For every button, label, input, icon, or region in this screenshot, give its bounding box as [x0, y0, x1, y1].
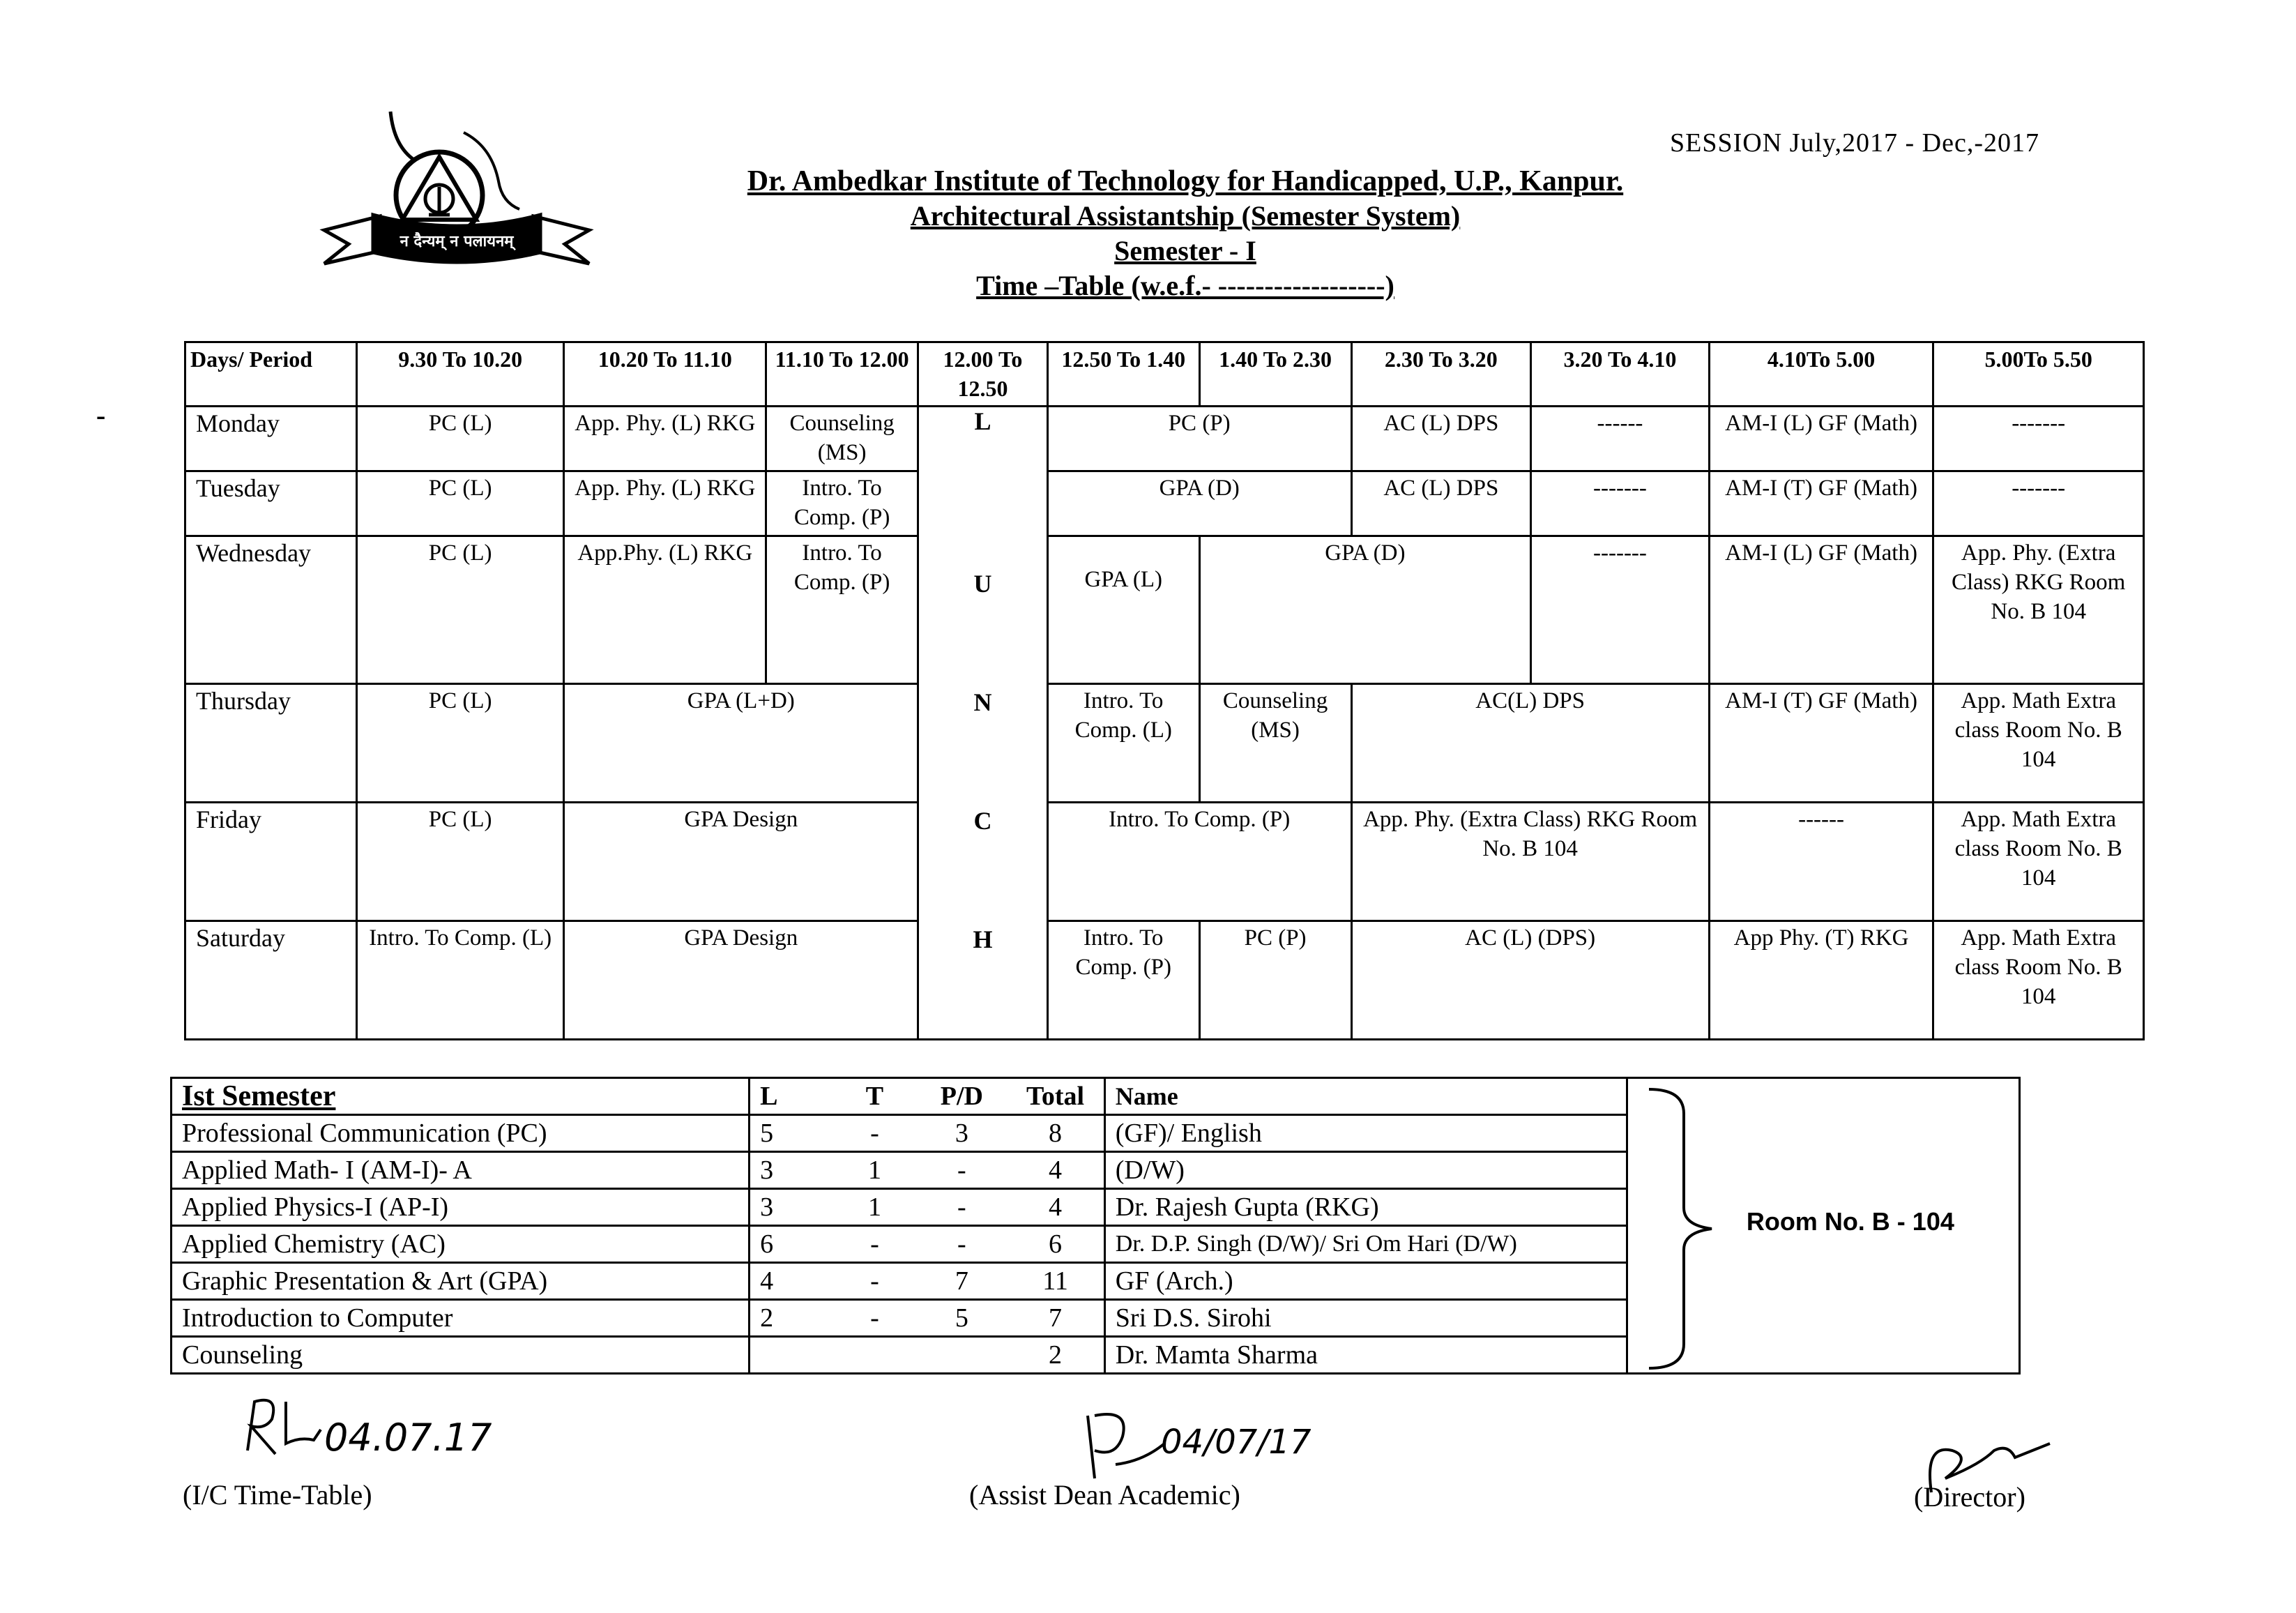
class-cell: GPA (L+D) — [564, 684, 918, 803]
subject-name: Applied Math- I (AM-I)- A — [172, 1152, 750, 1189]
saturday-row — [185, 921, 2144, 1040]
subject-t: - — [833, 1300, 917, 1337]
teacher-name: Dr. Mamta Sharma — [1104, 1337, 1627, 1374]
timetable-grid — [184, 341, 2145, 1040]
lunch-letter: L — [974, 407, 991, 435]
lunch-cell — [918, 407, 1048, 1040]
class-cell: GPA (D) — [1047, 471, 1351, 536]
subject-total: 7 — [1007, 1300, 1104, 1337]
header-cell: 11.10 To 12.00 — [766, 342, 918, 407]
teacher-name: Sri D.S. Sirohi — [1104, 1300, 1627, 1337]
class-cell: App. Math Extra class Room No. B 104 — [1933, 921, 2144, 1040]
class-cell: Counseling (MS) — [766, 407, 918, 471]
ic-timetable-label: (I/C Time-Table) — [183, 1479, 372, 1510]
lunch-letter: H — [973, 925, 993, 953]
class-cell: ------ — [1709, 803, 1933, 921]
room-cell — [1627, 1078, 2019, 1374]
class-cell: App. Phy. (L) RKG — [564, 471, 766, 536]
subject-pd: 3 — [916, 1115, 1007, 1152]
right-brace-icon — [1642, 1086, 1726, 1372]
subject-total: 6 — [1007, 1226, 1104, 1263]
class-cell: AC(L) DPS — [1351, 684, 1709, 803]
timetable-title: Time –Table (w.e.f.- ------------------) — [976, 270, 1394, 301]
institute-logo — [317, 105, 596, 286]
class-cell: PC (P) — [1047, 407, 1351, 471]
class-cell: ------- — [1933, 471, 2144, 536]
class-cell: AC (L) DPS — [1351, 407, 1531, 471]
header-cell: 3.20 To 4.10 — [1531, 342, 1710, 407]
subject-total: 2 — [1007, 1337, 1104, 1374]
class-cell: App. Math Extra class Room No. B 104 — [1933, 803, 2144, 921]
subject-name: Applied Physics-I (AP-I) — [172, 1189, 750, 1226]
subject-name: Applied Chemistry (AC) — [172, 1226, 750, 1263]
subject-l: 6 — [750, 1226, 833, 1263]
header-cell: Days/ Period — [185, 342, 357, 407]
class-cell: AM-I (T) GF (Math) — [1709, 471, 1933, 536]
class-cell: AC (L) DPS — [1351, 471, 1531, 536]
t-header: T — [833, 1078, 917, 1115]
class-cell: ------- — [1531, 536, 1710, 684]
day-cell: Saturday — [185, 921, 357, 1040]
class-cell: App. Phy. (Extra Class) RKG Room No. B 104 — [1351, 803, 1709, 921]
class-cell: PC (P) — [1199, 921, 1351, 1040]
class-cell: GPA Design — [564, 803, 918, 921]
class-cell: App. Phy. (L) RKG — [564, 407, 766, 471]
course-title: Architectural Assistantship (Semester System) — [910, 200, 1461, 232]
subject-l: 4 — [750, 1263, 833, 1300]
monday-row — [185, 407, 2144, 471]
day-cell: Wednesday — [185, 536, 357, 684]
room-label: Room No. B - 104 — [1746, 1207, 1954, 1236]
timetable-header-row — [185, 342, 2144, 407]
subject-name: Professional Communication (PC) — [172, 1115, 750, 1152]
header-cell: 5.00To 5.50 — [1933, 342, 2144, 407]
class-cell: GPA (D) — [1199, 536, 1531, 684]
subject-total: 8 — [1007, 1115, 1104, 1152]
class-cell: ------ — [1531, 407, 1710, 471]
class-cell: PC (L) — [356, 684, 564, 803]
ic-signature-scribble — [237, 1388, 328, 1468]
teacher-name: Dr. Rajesh Gupta (RKG) — [1104, 1189, 1627, 1226]
wednesday-row — [185, 536, 2144, 684]
subject-l: 3 — [750, 1152, 833, 1189]
class-cell: AM-I (T) GF (Math) — [1709, 684, 1933, 803]
class-cell: App. Math Extra class Room No. B 104 — [1933, 684, 2144, 803]
class-cell: PC (L) — [356, 803, 564, 921]
teacher-name: (GF)/ English — [1104, 1115, 1627, 1152]
logo-motto: न दैन्यम् न पलायनम् — [400, 233, 514, 250]
class-cell: AM-I (L) GF (Math) — [1709, 407, 1933, 471]
header-cell: 9.30 To 10.20 — [356, 342, 564, 407]
subject-pd: 5 — [916, 1300, 1007, 1337]
subject-l: 3 — [750, 1189, 833, 1226]
day-cell: Friday — [185, 803, 357, 921]
name-header: Name — [1104, 1078, 1627, 1115]
subject-t — [833, 1337, 917, 1374]
class-cell: AC (L) (DPS) — [1351, 921, 1709, 1040]
class-cell: Counseling (MS) — [1199, 684, 1351, 803]
class-cell: Intro. To Comp. (P) — [766, 536, 918, 684]
ic-signature-date: 04.07.17 — [324, 1416, 492, 1460]
subject-t: 1 — [833, 1152, 917, 1189]
header-cell: 12.00 To 12.50 — [918, 342, 1048, 407]
subject-name: Graphic Presentation & Art (GPA) — [172, 1263, 750, 1300]
dean-signature-scribble — [1074, 1402, 1171, 1489]
day-cell: Monday — [185, 407, 357, 471]
subject-t: - — [833, 1263, 917, 1300]
header-cell: 1.40 To 2.30 — [1199, 342, 1351, 407]
subject-l — [750, 1337, 833, 1374]
subject-pd — [916, 1337, 1007, 1374]
subject-pd: 7 — [916, 1263, 1007, 1300]
day-cell: Thursday — [185, 684, 357, 803]
dean-label: (Assist Dean Academic) — [969, 1479, 1240, 1510]
friday-row — [185, 803, 2144, 921]
class-cell: GPA Design — [564, 921, 918, 1040]
class-cell: Intro. To Comp. (L) — [1047, 684, 1199, 803]
semester-header: Ist Semester — [172, 1078, 750, 1115]
class-cell: Intro. To Comp. (L) — [356, 921, 564, 1040]
pd-header: P/D — [916, 1078, 1007, 1115]
dean-signature-date: 04/07/17 — [1161, 1423, 1312, 1462]
class-cell: Intro. To Comp. (P) — [1047, 921, 1199, 1040]
thursday-row — [185, 684, 2144, 803]
subject-name: Counseling — [172, 1337, 750, 1374]
header-cell: 12.50 To 1.40 — [1047, 342, 1199, 407]
subject-total: 11 — [1007, 1263, 1104, 1300]
day-cell: Tuesday — [185, 471, 357, 536]
class-cell: ------- — [1933, 407, 2144, 471]
subject-l: 5 — [750, 1115, 833, 1152]
total-header: Total — [1007, 1078, 1104, 1115]
handwritten-signature-icon — [237, 1388, 328, 1464]
subject-t: 1 — [833, 1189, 917, 1226]
subject-l: 2 — [750, 1300, 833, 1337]
subject-header-row — [172, 1078, 2020, 1115]
subject-total: 4 — [1007, 1189, 1104, 1226]
institute-emblem-icon — [317, 105, 596, 286]
semester-title: Semester - I — [1114, 235, 1256, 266]
class-cell: GPA (L) — [1047, 536, 1199, 684]
class-cell: App Phy. (T) RKG — [1709, 921, 1933, 1040]
subject-table — [170, 1077, 2021, 1375]
subject-t: - — [833, 1226, 917, 1263]
class-cell: AM-I (L) GF (Math) — [1709, 536, 1933, 684]
teacher-name: GF (Arch.) — [1104, 1263, 1627, 1300]
header-cell: 4.10To 5.00 — [1709, 342, 1933, 407]
header-cell: 2.30 To 3.20 — [1351, 342, 1531, 407]
teacher-name: Dr. D.P. Singh (D/W)/ Sri Om Hari (D/W) — [1104, 1226, 1627, 1263]
subject-total: 4 — [1007, 1152, 1104, 1189]
class-cell: ------- — [1531, 471, 1710, 536]
stray-mark: - — [96, 400, 106, 431]
handwritten-signature-icon — [1074, 1402, 1171, 1485]
subject-name: Introduction to Computer — [172, 1300, 750, 1337]
tuesday-row — [185, 471, 2144, 536]
class-cell: App.Phy. (L) RKG — [564, 536, 766, 684]
teacher-name: (D/W) — [1104, 1152, 1627, 1189]
l-header: L — [750, 1078, 833, 1115]
class-cell: PC (L) — [356, 407, 564, 471]
lunch-letter: N — [973, 688, 992, 716]
class-cell: Intro. To Comp. (P) — [766, 471, 918, 536]
subject-pd: - — [916, 1226, 1007, 1263]
class-cell: Intro. To Comp. (P) — [1047, 803, 1351, 921]
lunch-letter: U — [973, 570, 992, 598]
subject-pd: - — [916, 1152, 1007, 1189]
class-cell: PC (L) — [356, 471, 564, 536]
subject-t: - — [833, 1115, 917, 1152]
subject-pd: - — [916, 1189, 1007, 1226]
institute-title: Dr. Ambedkar Institute of Technology for Handicapped, U.P., Kanpur. — [747, 165, 1624, 197]
session-label: SESSION July,2017 - Dec,-2017 — [1670, 128, 2040, 158]
class-cell: PC (L) — [356, 536, 564, 684]
header-cell: 10.20 To 11.10 — [564, 342, 766, 407]
class-cell: App. Phy. (Extra Class) RKG Room No. B 104 — [1933, 536, 2144, 684]
director-label: (Director) — [1914, 1481, 2025, 1513]
lunch-letter: C — [973, 807, 992, 835]
